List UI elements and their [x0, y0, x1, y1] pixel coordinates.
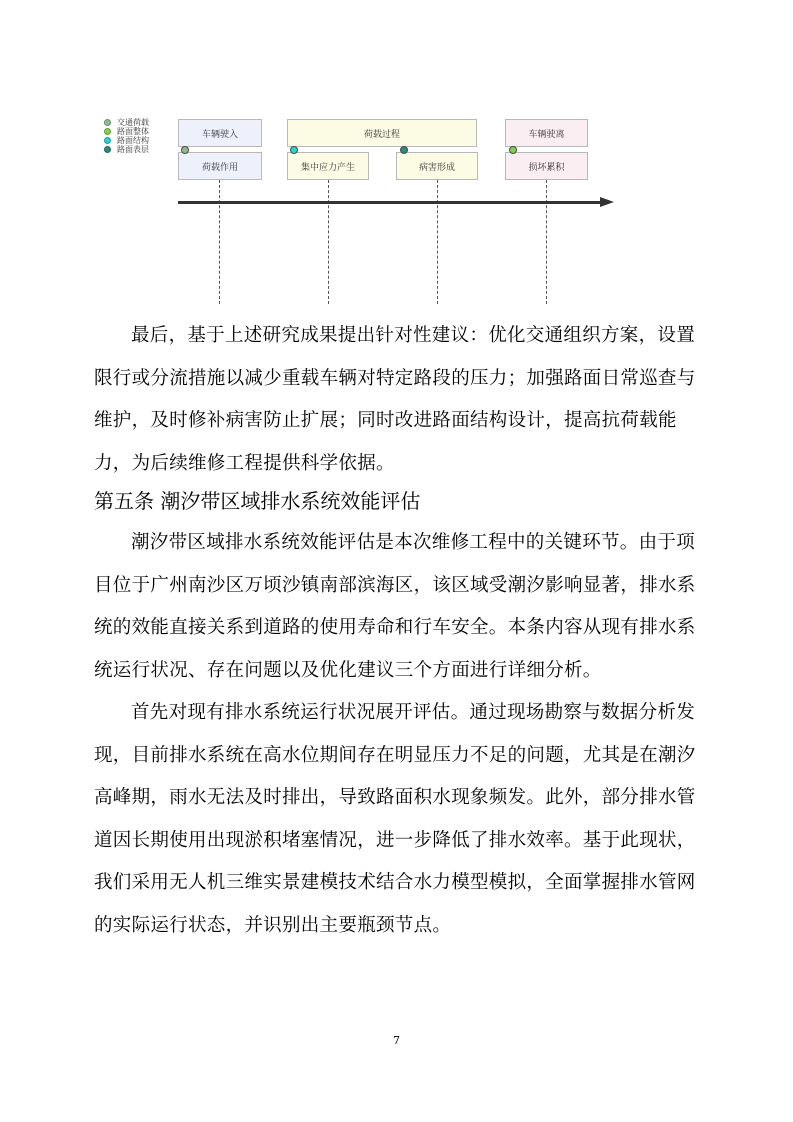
- paragraph-intro: 潮汐带区域排水系统效能评估是本次维修工程中的关键环节。由于项目位于广州南沙区万顷沙镇南部滨海区，该区域受潮汐影响显著，排水系统的效能直接关系到道路的使用寿命和行车安全。本条内容从现有排水系统运行状况、存在问题以及优化建议三个方面进行详细分析。: [94, 532, 696, 681]
- legend-item: [104, 136, 149, 145]
- timeline-arrow-icon: [600, 197, 614, 207]
- legend-dot-icon: [104, 128, 111, 135]
- event-box-damage-accumulation: 损坏累积: [505, 152, 588, 180]
- phase-box-load-process: 荷载过程: [287, 119, 477, 147]
- timeline-axis: [178, 201, 602, 204]
- phase-box-vehicle-enter: 车辆驶入: [178, 119, 262, 147]
- marker-dot-icon: [181, 146, 189, 154]
- legend-item: [104, 127, 149, 136]
- legend-label: 交通荷载: [117, 118, 149, 127]
- dashed-guide-line: [328, 180, 329, 304]
- legend-dot-icon: [104, 146, 111, 153]
- marker-dot-icon: [400, 146, 408, 154]
- phase-box-vehicle-exit: 车辆驶离: [505, 119, 588, 147]
- legend-label: 路面结构: [117, 136, 149, 145]
- dashed-guide-line: [437, 180, 438, 304]
- page-number: 7: [393, 1034, 400, 1047]
- legend-dot-icon: [104, 119, 111, 126]
- diagram-legend: [104, 118, 149, 154]
- legend-dot-icon: [104, 137, 111, 144]
- legend-label: 路面整体: [117, 127, 149, 136]
- marker-dot-icon: [290, 146, 298, 154]
- section-heading: 第五条 潮汐带区域排水系统效能评估: [94, 489, 421, 513]
- marker-dot-icon: [509, 146, 517, 154]
- event-box-stress-concentration: 集中应力产生: [287, 152, 369, 180]
- dashed-guide-line: [219, 180, 220, 304]
- paragraph-assessment: 首先对现有排水系统运行状况展开评估。通过现场勘察与数据分析发现，目前排水系统在高水位期间存在明显压力不足的问题，尤其是在潮汐高峰期，雨水无法及时排出，导致路面积水现象频发。此外，部分排水管道因长期使用出现淤积堵塞情况，进一步降低了排水效率。基于此现状，我们采用无人机三维实景建模技术结合水力模型模拟，全面掌握排水管网的实际运行状态，并识别出主要瓶颈节点。: [94, 702, 696, 936]
- event-box-load-action: 荷载作用: [178, 152, 262, 180]
- paragraph-recommendations: 最后，基于上述研究成果提出针对性建议：优化交通组织方案，设置限行或分流措施以减少重载车辆对特定路段的压力；加强路面日常巡查与维护，及时修补病害防止扩展；同时改进路面结构设计，提高抗荷载能力，为后续维修工程提供科学依据。: [94, 325, 696, 474]
- legend-item: [104, 145, 149, 154]
- dashed-guide-line: [546, 180, 547, 304]
- legend-label: 路面表层: [117, 145, 149, 154]
- legend-item: [104, 118, 149, 127]
- event-box-distress-formation: 病害形成: [396, 152, 478, 180]
- process-timeline-diagram: [0, 0, 793, 320]
